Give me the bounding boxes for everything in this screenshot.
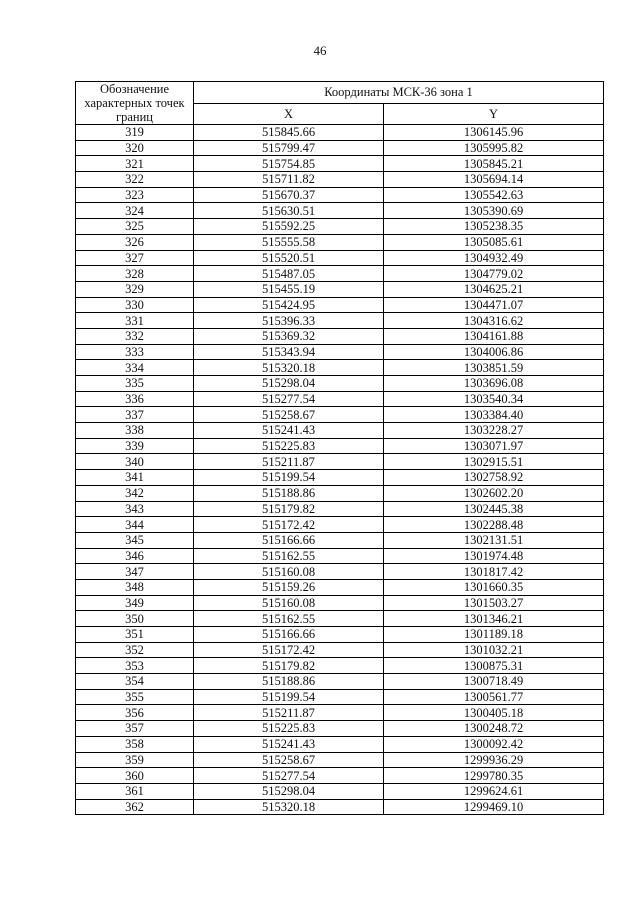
point-number-cell: 332 [76,328,194,344]
y-coordinate-cell: 1304471.07 [384,297,604,313]
x-coordinate-cell: 515487.05 [194,266,384,282]
table-row [76,376,604,392]
y-coordinate-cell: 1304779.02 [384,266,604,282]
x-coordinate-cell: 515211.87 [194,705,384,721]
y-coordinate-cell: 1300248.72 [384,721,604,737]
y-coordinate-cell: 1300875.31 [384,658,604,674]
x-coordinate-cell: 515188.86 [194,485,384,501]
x-coordinate-cell: 515369.32 [194,328,384,344]
table-row [76,250,604,266]
table-row [76,689,604,705]
x-coordinate-cell: 515162.55 [194,548,384,564]
x-coordinate-cell: 515630.51 [194,203,384,219]
table-row [76,736,604,752]
point-number-cell: 343 [76,501,194,517]
y-coordinate-cell: 1301503.27 [384,595,604,611]
y-coordinate-cell: 1303228.27 [384,423,604,439]
y-coordinate-cell: 1305694.14 [384,172,604,188]
y-coordinate-cell: 1299624.61 [384,783,604,799]
point-number-cell: 330 [76,297,194,313]
point-number-cell: 327 [76,250,194,266]
header-y: Y [384,103,604,125]
point-number-cell: 347 [76,564,194,580]
y-coordinate-cell: 1302288.48 [384,517,604,533]
table-row [76,579,604,595]
table-row [76,423,604,439]
point-number-cell: 352 [76,642,194,658]
x-coordinate-cell: 515241.43 [194,736,384,752]
table-row [76,125,604,141]
table-row [76,281,604,297]
point-number-cell: 339 [76,438,194,454]
table-row [76,140,604,156]
table-row [76,203,604,219]
table-row [76,721,604,737]
table-row [76,595,604,611]
x-coordinate-cell: 515199.54 [194,689,384,705]
table-row [76,438,604,454]
y-coordinate-cell: 1302602.20 [384,485,604,501]
table-body [76,125,604,815]
point-number-cell: 333 [76,344,194,360]
table-row [76,360,604,376]
y-coordinate-cell: 1299469.10 [384,799,604,815]
point-number-cell: 326 [76,234,194,250]
x-coordinate-cell: 515179.82 [194,501,384,517]
y-coordinate-cell: 1306145.96 [384,125,604,141]
y-coordinate-cell: 1303384.40 [384,407,604,423]
y-coordinate-cell: 1299936.29 [384,752,604,768]
y-coordinate-cell: 1304316.62 [384,313,604,329]
table-row [76,328,604,344]
table-row [76,313,604,329]
point-number-cell: 344 [76,517,194,533]
y-coordinate-cell: 1300092.42 [384,736,604,752]
y-coordinate-cell: 1304006.86 [384,344,604,360]
y-coordinate-cell: 1305390.69 [384,203,604,219]
table-row [76,485,604,501]
table-row [76,783,604,799]
y-coordinate-cell: 1302445.38 [384,501,604,517]
y-coordinate-cell: 1301346.21 [384,611,604,627]
page-number: 46 [313,43,327,58]
table-row [76,187,604,203]
y-coordinate-cell: 1301189.18 [384,627,604,643]
coordinates-table [75,81,604,815]
y-coordinate-cell: 1300718.49 [384,674,604,690]
table-row [76,799,604,815]
y-coordinate-cell: 1303540.34 [384,391,604,407]
x-coordinate-cell: 515754.85 [194,156,384,172]
y-coordinate-cell: 1304932.49 [384,250,604,266]
x-coordinate-cell: 515845.66 [194,125,384,141]
table-row [76,658,604,674]
point-number-cell: 356 [76,705,194,721]
table-row [76,705,604,721]
y-coordinate-cell: 1305995.82 [384,140,604,156]
table-row [76,234,604,250]
x-coordinate-cell: 515799.47 [194,140,384,156]
y-coordinate-cell: 1300561.77 [384,689,604,705]
x-coordinate-cell: 515258.67 [194,752,384,768]
x-coordinate-cell: 515396.33 [194,313,384,329]
y-coordinate-cell: 1305238.35 [384,219,604,235]
x-coordinate-cell: 515455.19 [194,281,384,297]
point-number-cell: 359 [76,752,194,768]
point-number-cell: 346 [76,548,194,564]
y-coordinate-cell: 1302915.51 [384,454,604,470]
y-coordinate-cell: 1303696.08 [384,376,604,392]
point-number-cell: 331 [76,313,194,329]
table-row [76,752,604,768]
point-number-cell: 334 [76,360,194,376]
point-number-cell: 353 [76,658,194,674]
x-coordinate-cell: 515162.55 [194,611,384,627]
point-number-cell: 354 [76,674,194,690]
y-coordinate-cell: 1305845.21 [384,156,604,172]
point-number-cell: 319 [76,125,194,141]
x-coordinate-cell: 515258.67 [194,407,384,423]
table-row [76,266,604,282]
x-coordinate-cell: 515670.37 [194,187,384,203]
table-row [76,501,604,517]
point-number-cell: 325 [76,219,194,235]
x-coordinate-cell: 515592.25 [194,219,384,235]
point-number-cell: 324 [76,203,194,219]
point-number-cell: 355 [76,689,194,705]
x-coordinate-cell: 515160.08 [194,564,384,580]
x-coordinate-cell: 515298.04 [194,376,384,392]
x-coordinate-cell: 515520.51 [194,250,384,266]
point-number-cell: 338 [76,423,194,439]
x-coordinate-cell: 515172.42 [194,642,384,658]
table-row [76,391,604,407]
table-row [76,172,604,188]
x-coordinate-cell: 515225.83 [194,438,384,454]
x-coordinate-cell: 515241.43 [194,423,384,439]
table-row [76,611,604,627]
point-number-cell: 349 [76,595,194,611]
table-row [76,642,604,658]
x-coordinate-cell: 515188.86 [194,674,384,690]
point-number-cell: 342 [76,485,194,501]
y-coordinate-cell: 1301974.48 [384,548,604,564]
point-number-cell: 357 [76,721,194,737]
point-number-cell: 350 [76,611,194,627]
point-number-cell: 328 [76,266,194,282]
y-coordinate-cell: 1303071.97 [384,438,604,454]
table-row [76,156,604,172]
y-coordinate-cell: 1304161.88 [384,328,604,344]
x-coordinate-cell: 515199.54 [194,470,384,486]
y-coordinate-cell: 1305542.63 [384,187,604,203]
x-coordinate-cell: 515166.66 [194,532,384,548]
point-number-cell: 335 [76,376,194,392]
table-row [76,454,604,470]
table-row [76,297,604,313]
x-coordinate-cell: 515277.54 [194,768,384,784]
y-coordinate-cell: 1305085.61 [384,234,604,250]
table-row [76,674,604,690]
x-coordinate-cell: 515424.95 [194,297,384,313]
table-row [76,407,604,423]
point-number-cell: 345 [76,532,194,548]
point-number-cell: 361 [76,783,194,799]
x-coordinate-cell: 515166.66 [194,627,384,643]
table-row [76,517,604,533]
point-number-cell: 329 [76,281,194,297]
point-number-cell: 322 [76,172,194,188]
y-coordinate-cell: 1303851.59 [384,360,604,376]
x-coordinate-cell: 515179.82 [194,658,384,674]
table-row [76,564,604,580]
table-row [76,768,604,784]
x-coordinate-cell: 515711.82 [194,172,384,188]
point-number-cell: 360 [76,768,194,784]
x-coordinate-cell: 515343.94 [194,344,384,360]
header-x: X [194,103,384,125]
point-number-cell: 362 [76,799,194,815]
point-number-cell: 348 [76,579,194,595]
y-coordinate-cell: 1302758.92 [384,470,604,486]
header-point-designation: Обозначение характерных точек границ [76,82,194,125]
y-coordinate-cell: 1300405.18 [384,705,604,721]
y-coordinate-cell: 1301817.42 [384,564,604,580]
point-number-cell: 336 [76,391,194,407]
table-header [76,82,604,125]
point-number-cell: 358 [76,736,194,752]
x-coordinate-cell: 515555.58 [194,234,384,250]
y-coordinate-cell: 1301660.35 [384,579,604,595]
table-row [76,532,604,548]
x-coordinate-cell: 515277.54 [194,391,384,407]
header-coordinates-system: Координаты МСК-36 зона 1 [194,82,604,104]
y-coordinate-cell: 1304625.21 [384,281,604,297]
x-coordinate-cell: 515225.83 [194,721,384,737]
point-number-cell: 341 [76,470,194,486]
y-coordinate-cell: 1302131.51 [384,532,604,548]
x-coordinate-cell: 515211.87 [194,454,384,470]
table-row [76,219,604,235]
point-number-cell: 321 [76,156,194,172]
point-number-cell: 320 [76,140,194,156]
point-number-cell: 351 [76,627,194,643]
table-row [76,344,604,360]
point-number-cell: 323 [76,187,194,203]
y-coordinate-cell: 1301032.21 [384,642,604,658]
x-coordinate-cell: 515159.26 [194,579,384,595]
y-coordinate-cell: 1299780.35 [384,768,604,784]
table-row [76,548,604,564]
point-number-cell: 340 [76,454,194,470]
table-row [76,470,604,486]
x-coordinate-cell: 515298.04 [194,783,384,799]
x-coordinate-cell: 515160.08 [194,595,384,611]
x-coordinate-cell: 515172.42 [194,517,384,533]
x-coordinate-cell: 515320.18 [194,799,384,815]
x-coordinate-cell: 515320.18 [194,360,384,376]
table-row [76,627,604,643]
point-number-cell: 337 [76,407,194,423]
